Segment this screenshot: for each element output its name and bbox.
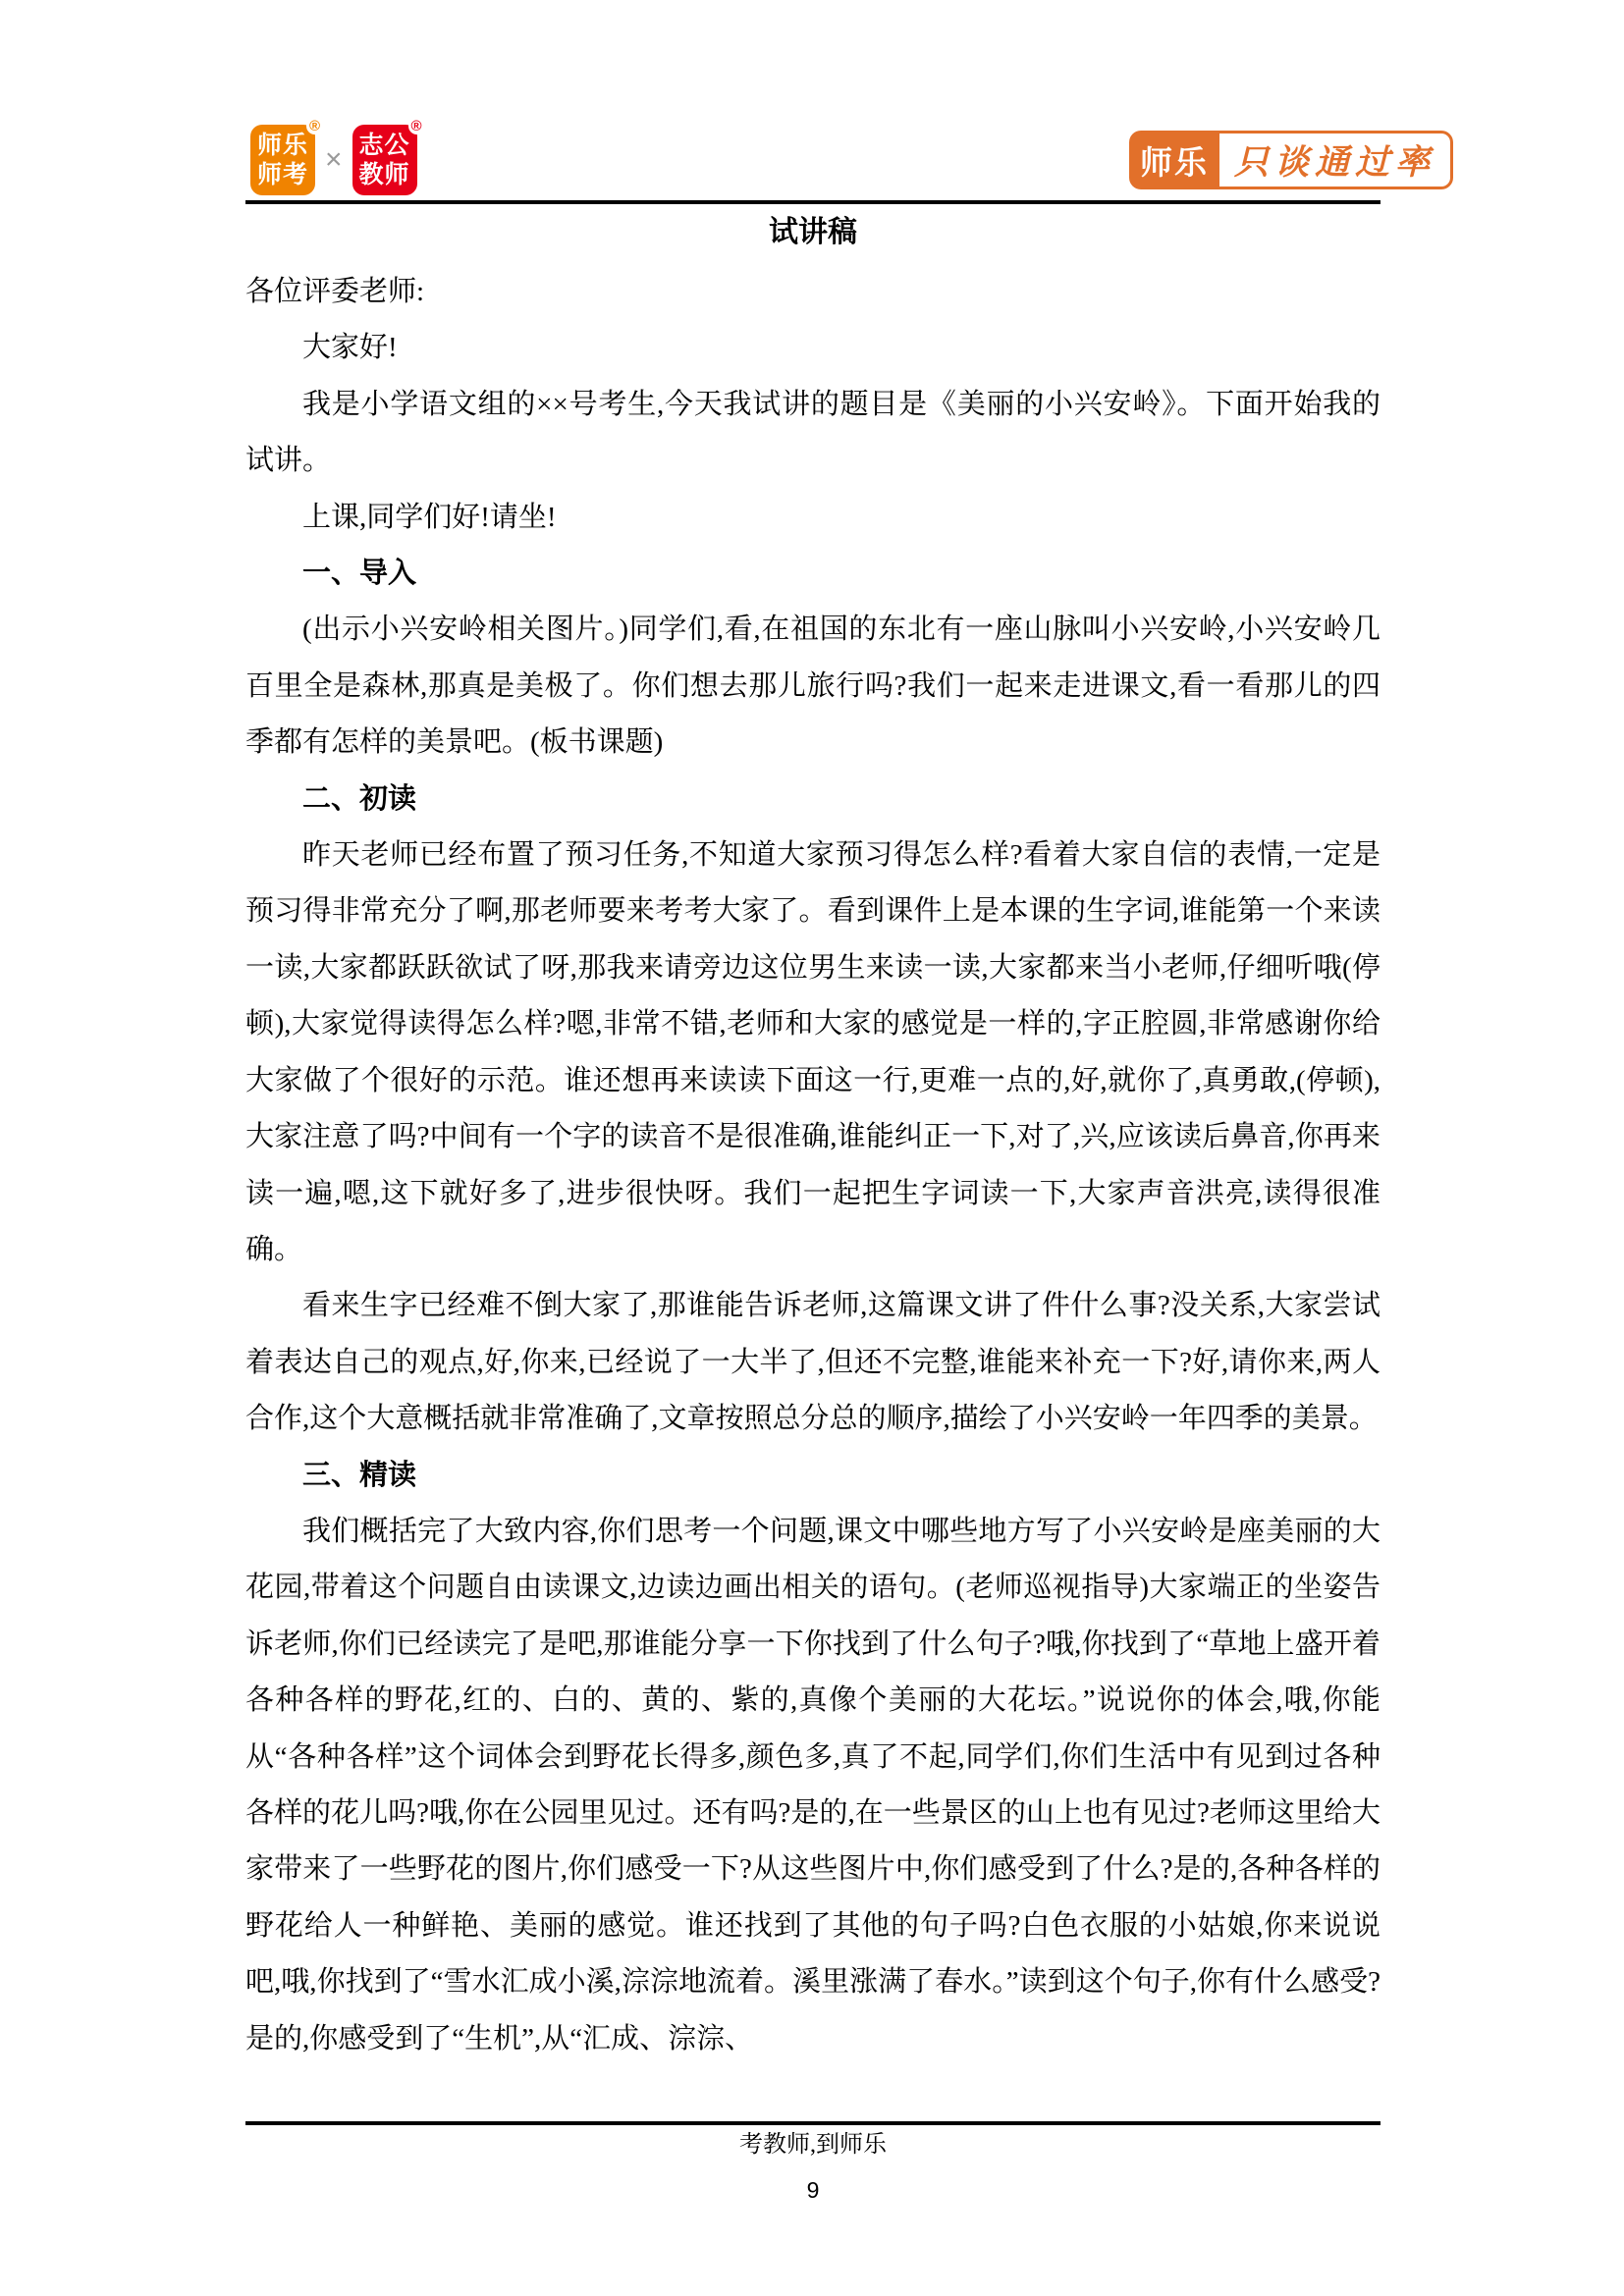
right-logo bbox=[1129, 131, 1453, 189]
paragraph-jingdu: 我们概括完了大致内容,你们思考一个问题,课文中哪些地方写了小兴安岭是座美丽的大花园,带着这个问题自由读课文,边读边画出相关的语句。(老师巡视指导)大家端正的坐姿告诉老师,你们已经读完了是吧,那谁能分享一下你找到了什么句子?哦,你找到了“草地上盛开着各种各样的野花,红的、白的、黄的、紫的,真像个美丽的大花坛。”说说你的体会,哦,你能从“各种各样”这个词体会到野花长得多,颜色多,真了不起,同学们,你们生活中有见到过各种各样的花儿吗?哦,你在公园里见过。还有吗?是的,在一些景区的山上也有见过?老师这里给大家带来了一些野花的图片,你们感受一下?从这些图片中,你们感受到了什么?是的,各种各样的野花给人一种鲜艳、美丽的感觉。谁还找到了其他的句子吗?白色衣服的小姑娘,你来说说吧,哦,你找到了“雪水汇成小溪,淙淙地流着。溪里涨满了春水。”读到这个句子,你有什么感受?是的,你感受到了“生机”,从“汇成、淙淙、 bbox=[245, 1515, 1380, 2055]
zhigong-jiaoshi-logo-badge bbox=[352, 118, 422, 195]
cross-separator-icon: × bbox=[325, 143, 343, 176]
badge-line-2: 教师 bbox=[358, 161, 410, 188]
badge-line-2: 师考 bbox=[256, 161, 308, 188]
left-logo bbox=[250, 118, 422, 195]
header-rule bbox=[245, 200, 1380, 204]
brand-tag: 师乐 bbox=[1129, 131, 1219, 189]
page-title: 试讲稿 bbox=[769, 216, 857, 248]
badge-line-1: 师乐 bbox=[256, 132, 308, 159]
section-heading-daoru: 一、导入 bbox=[302, 558, 417, 590]
footer-slogan: 考教师,到师乐 bbox=[739, 2132, 887, 2158]
paragraph-salutation: 各位评委老师: bbox=[245, 276, 425, 307]
paragraph-greeting: 大家好! bbox=[302, 332, 398, 364]
document-body bbox=[245, 264, 1380, 2067]
badge-line-1: 志公 bbox=[358, 132, 410, 159]
section-heading-chudu: 二、初读 bbox=[302, 782, 417, 815]
registered-mark-icon: ® bbox=[306, 118, 323, 134]
page-number: 9 bbox=[806, 2177, 820, 2203]
paragraph-self-intro: 我是小学语文组的××号考生,今天我试讲的题目是《美丽的小兴安岭》。下面开始我的试讲。 bbox=[245, 388, 1380, 477]
paragraph-class-start: 上课,同学们好!请坐! bbox=[302, 501, 557, 533]
registered-mark-icon: ® bbox=[408, 118, 425, 134]
shile-shikao-logo-badge bbox=[250, 118, 321, 195]
section-heading-jingdu: 三、精读 bbox=[302, 1459, 417, 1491]
brand-slogan: 只谈通过率 bbox=[1219, 131, 1453, 189]
paragraph-chudu-2: 看来生字已经难不倒大家了,那谁能告诉老师,这篇课文讲了件什么事?没关系,大家尝试着表达自己的观点,好,你来,已经说了一大半了,但还不完整,谁能来补充一下?好,请你来,两人合作,这个大意概括就非常准确了,文章按照总分总的顺序,描绘了小兴安岭一年四季的美景。 bbox=[245, 1290, 1380, 1435]
footer-rule bbox=[245, 2121, 1380, 2125]
paragraph-daoru: (出示小兴安岭相关图片。)同学们,看,在祖国的东北有一座山脉叫小兴安岭,小兴安岭几百里全是森林,那真是美极了。你们想去那儿旅行吗?我们一起来走进课文,看一看那儿的四季都有怎样的美景吧。(板书课题) bbox=[245, 614, 1380, 759]
paragraph-chudu-1: 昨天老师已经布置了预习任务,不知道大家预习得怎么样?看着大家自信的表情,一定是预习得非常充分了啊,那老师要来考考大家了。看到课件上是本课的生字词,谁能第一个来读一读,大家都跃跃欲试了呀,那我来请旁边这位男生来读一读,大家都来当小老师,仔细听哦(停顿),大家觉得读得怎么样?嗯,非常不错,老师和大家的感觉是一样的,字正腔圆,非常感谢你给大家做了个很好的示范。谁还想再来读读下面这一行,更难一点的,好,就你了,真勇敢,(停顿),大家注意了吗?中间有一个字的读音不是很准确,谁能纠正一下,对了,兴,应该读后鼻音,你再来读一遍,嗯,这下就好多了,进步很快呀。我们一起把生字词读一下,大家声音洪亮,读得很准确。 bbox=[245, 839, 1380, 1265]
